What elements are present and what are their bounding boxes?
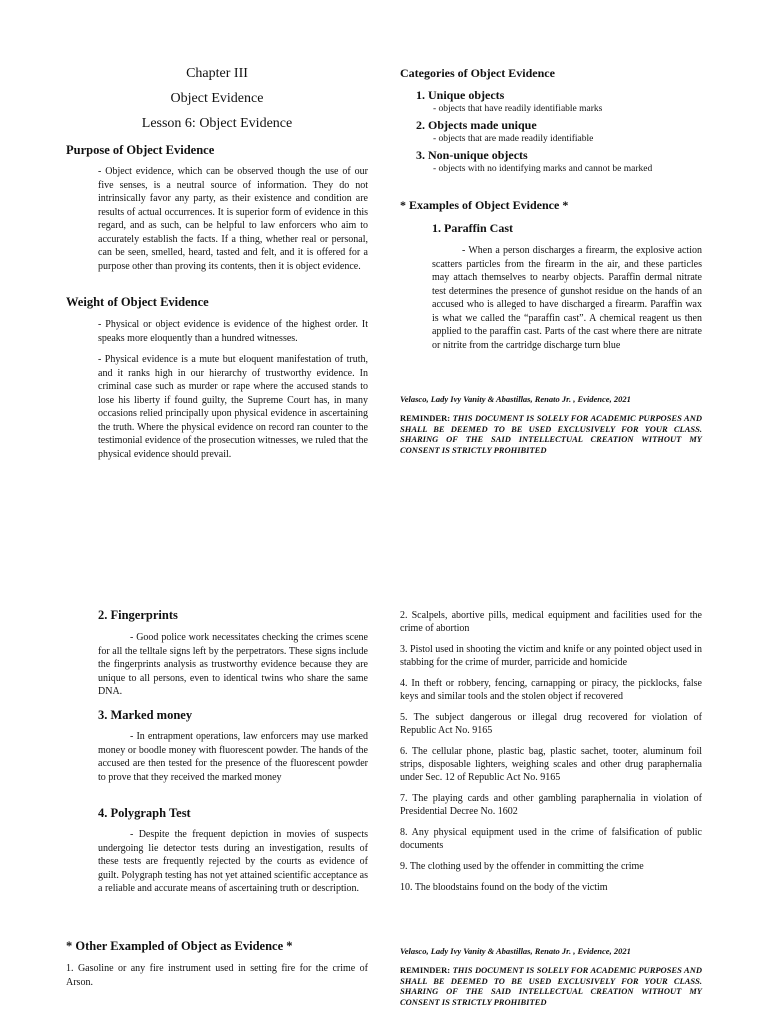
list-item: 6. The cellular phone, plastic bag, plastic sachet, tooter, aluminum foil strips, disposable lighters, weighing scales and other drug paraphernalia under Sec. 12 of Republic Act No. 9165 bbox=[400, 746, 702, 783]
page-title: Object Evidence bbox=[170, 91, 264, 106]
category-item: 3. Non-unique objects - objects with no identifying marks and cannot be marked bbox=[416, 148, 653, 174]
polygraph-text: - Despite the frequent depiction in movies of suspects undergoing lie detector tests during an investigation, results of these tests are frequently rejected by the courts as evidence of guilt. Polygraph testing has not yet attained scientific acceptance as a reliable and accurate means of ascertaining truth or description. bbox=[98, 829, 368, 894]
fingerprints-heading: 2. Fingerprints bbox=[98, 608, 178, 622]
paraffin-heading: 1. Paraffin Cast bbox=[432, 221, 513, 235]
other-example-item: 1. Gasoline or any fire instrument used in setting fire for the crime of Arson. bbox=[66, 963, 368, 988]
other-examples-list bbox=[400, 609, 702, 902]
lesson-title: Lesson 6: Object Evidence bbox=[141, 116, 293, 131]
categories-heading: Categories of Object Evidence bbox=[400, 66, 555, 80]
category-item: 1. Unique objects - objects that have readily identifiable marks bbox=[416, 88, 603, 114]
marked-money-text: - In entrapment operations, law enforcers may use marked money or boodle money with fluorescent powder. The hands of the accused are then tested for the presence of the fluorescent powder to prove that they received the marked money bbox=[98, 731, 368, 783]
list-item: 4. In theft or robbery, fencing, carnapping or piracy, the picklocks, false keys and similar tools and the stolen object if recovered bbox=[400, 678, 702, 702]
citation: Velasco, Lady Ivy Vanity & Abastillas, Renato Jr. , Evidence, 2021 bbox=[400, 394, 631, 404]
weight-paragraph-2: - Physical evidence is a mute but eloquent manifestation of truth, and it ranks high in our hierarchy of trustworthy evidence. In criminal case such as murder or rape where the accused stands to lose his liberty if found guilty, the Supreme Court has, in many occasions relied principally upon physical evidence in ascertaining the truth. Where the physical evidence on record ran counter to the testimonial evidence of the prosecution witnesses, we ruled that the physical evidence should prevail. bbox=[98, 354, 368, 460]
marked-money-heading: 3. Marked money bbox=[98, 708, 193, 722]
citation: Velasco, Lady Ivy Vanity & Abastillas, Renato Jr. , Evidence, 2021 bbox=[400, 946, 631, 956]
category-item: 2. Objects made unique - objects that are made readily identifiable bbox=[416, 118, 594, 144]
list-item: 7. The playing cards and other gambling paraphernalia in violation of Presidential Decree No. 1602 bbox=[400, 793, 702, 817]
list-item: 9. The clothing used by the offender in committing the crime bbox=[400, 861, 644, 872]
list-item: 10. The bloodstains found on the body of the victim bbox=[400, 882, 608, 893]
reminder-notice: REMINDER: THIS DOCUMENT IS SOLELY FOR ACADEMIC PURPOSES AND SHALL BE DEEMED TO BE USED EXCLUSIVELY FOR YOUR CLASS. SHARING OF THE SAID INTELLECTUAL CREATION WITHOUT MY CONSENT IS STRICTLY PROHIBITED bbox=[400, 413, 702, 455]
purpose-heading: Purpose of Object Evidence bbox=[66, 143, 215, 157]
list-item: 2. Scalpels, abortive pills, medical equipment and facilities used for the crime of abortion bbox=[400, 610, 702, 634]
examples-heading: * Examples of Object Evidence * bbox=[400, 198, 569, 212]
list-item: 8. Any physical equipment used in the crime of falsification of public documents bbox=[400, 827, 702, 851]
weight-paragraph-1: - Physical or object evidence is evidence of the highest order. It speaks more eloquently than a hundred witnesses. bbox=[98, 319, 368, 344]
polygraph-heading: 4. Polygraph Test bbox=[98, 806, 191, 820]
purpose-text: - Object evidence, which can be observed though the use of our five senses, is a neutral source of information. They do not intrinsically favor any party, as their existence and condition are results of actual occurrences. It is superior form of evidence in this regard, and as such, can be helpful to law enforcers who aim to accurately establish the facts. If a thing, whether real or personal, can be seen, smelled, heard, tasted and felt, and it is offered for a purpose other than proving its contents, then it is object evidence. bbox=[98, 166, 368, 272]
list-item: 5. The subject dangerous or illegal drug recovered for violation of Republic Act No. 9165 bbox=[400, 712, 702, 736]
categories-list bbox=[416, 88, 716, 178]
reminder-notice: REMINDER: THIS DOCUMENT IS SOLELY FOR ACADEMIC PURPOSES AND SHALL BE DEEMED TO BE USED EXCLUSIVELY FOR YOUR CLASS. SHARING OF THE SAID INTELLECTUAL CREATION WITHOUT MY CONSENT IS STRICTLY PROHIBITED bbox=[400, 965, 702, 1007]
paraffin-text: - When a person discharges a firearm, the explosive action scatters particles from the firearm in the air, and these particles may attach themselves to nearby objects. Paraffin dermal nitrate test determines the presence of gunshot residue on the hands of an accused who is alleged to have discharged a firearm. Paraffin wax is what we called the “paraffin cast”. A chemical reagent us then applied to the paraffin cast. Parts of the cast where there are nitrate or nitrite from the cartridge discharge turn blue bbox=[432, 245, 702, 351]
other-examples-heading: * Other Exampled of Object as Evidence * bbox=[66, 939, 293, 953]
weight-heading: Weight of Object Evidence bbox=[66, 295, 209, 309]
fingerprints-text: - Good police work necessitates checking the crimes scene for all the telltale signs left by the perpetrators. These signs include the fingerprints analysis as trustworthy evidence because they are unique to all persons, even to identical twins who share the same DNA. bbox=[98, 632, 368, 697]
chapter-title: Chapter III bbox=[186, 66, 248, 81]
list-item: 3. Pistol used in shooting the victim and knife or any pointed object used in stabbing for the crime of murder, parricide and homicide bbox=[400, 644, 702, 668]
